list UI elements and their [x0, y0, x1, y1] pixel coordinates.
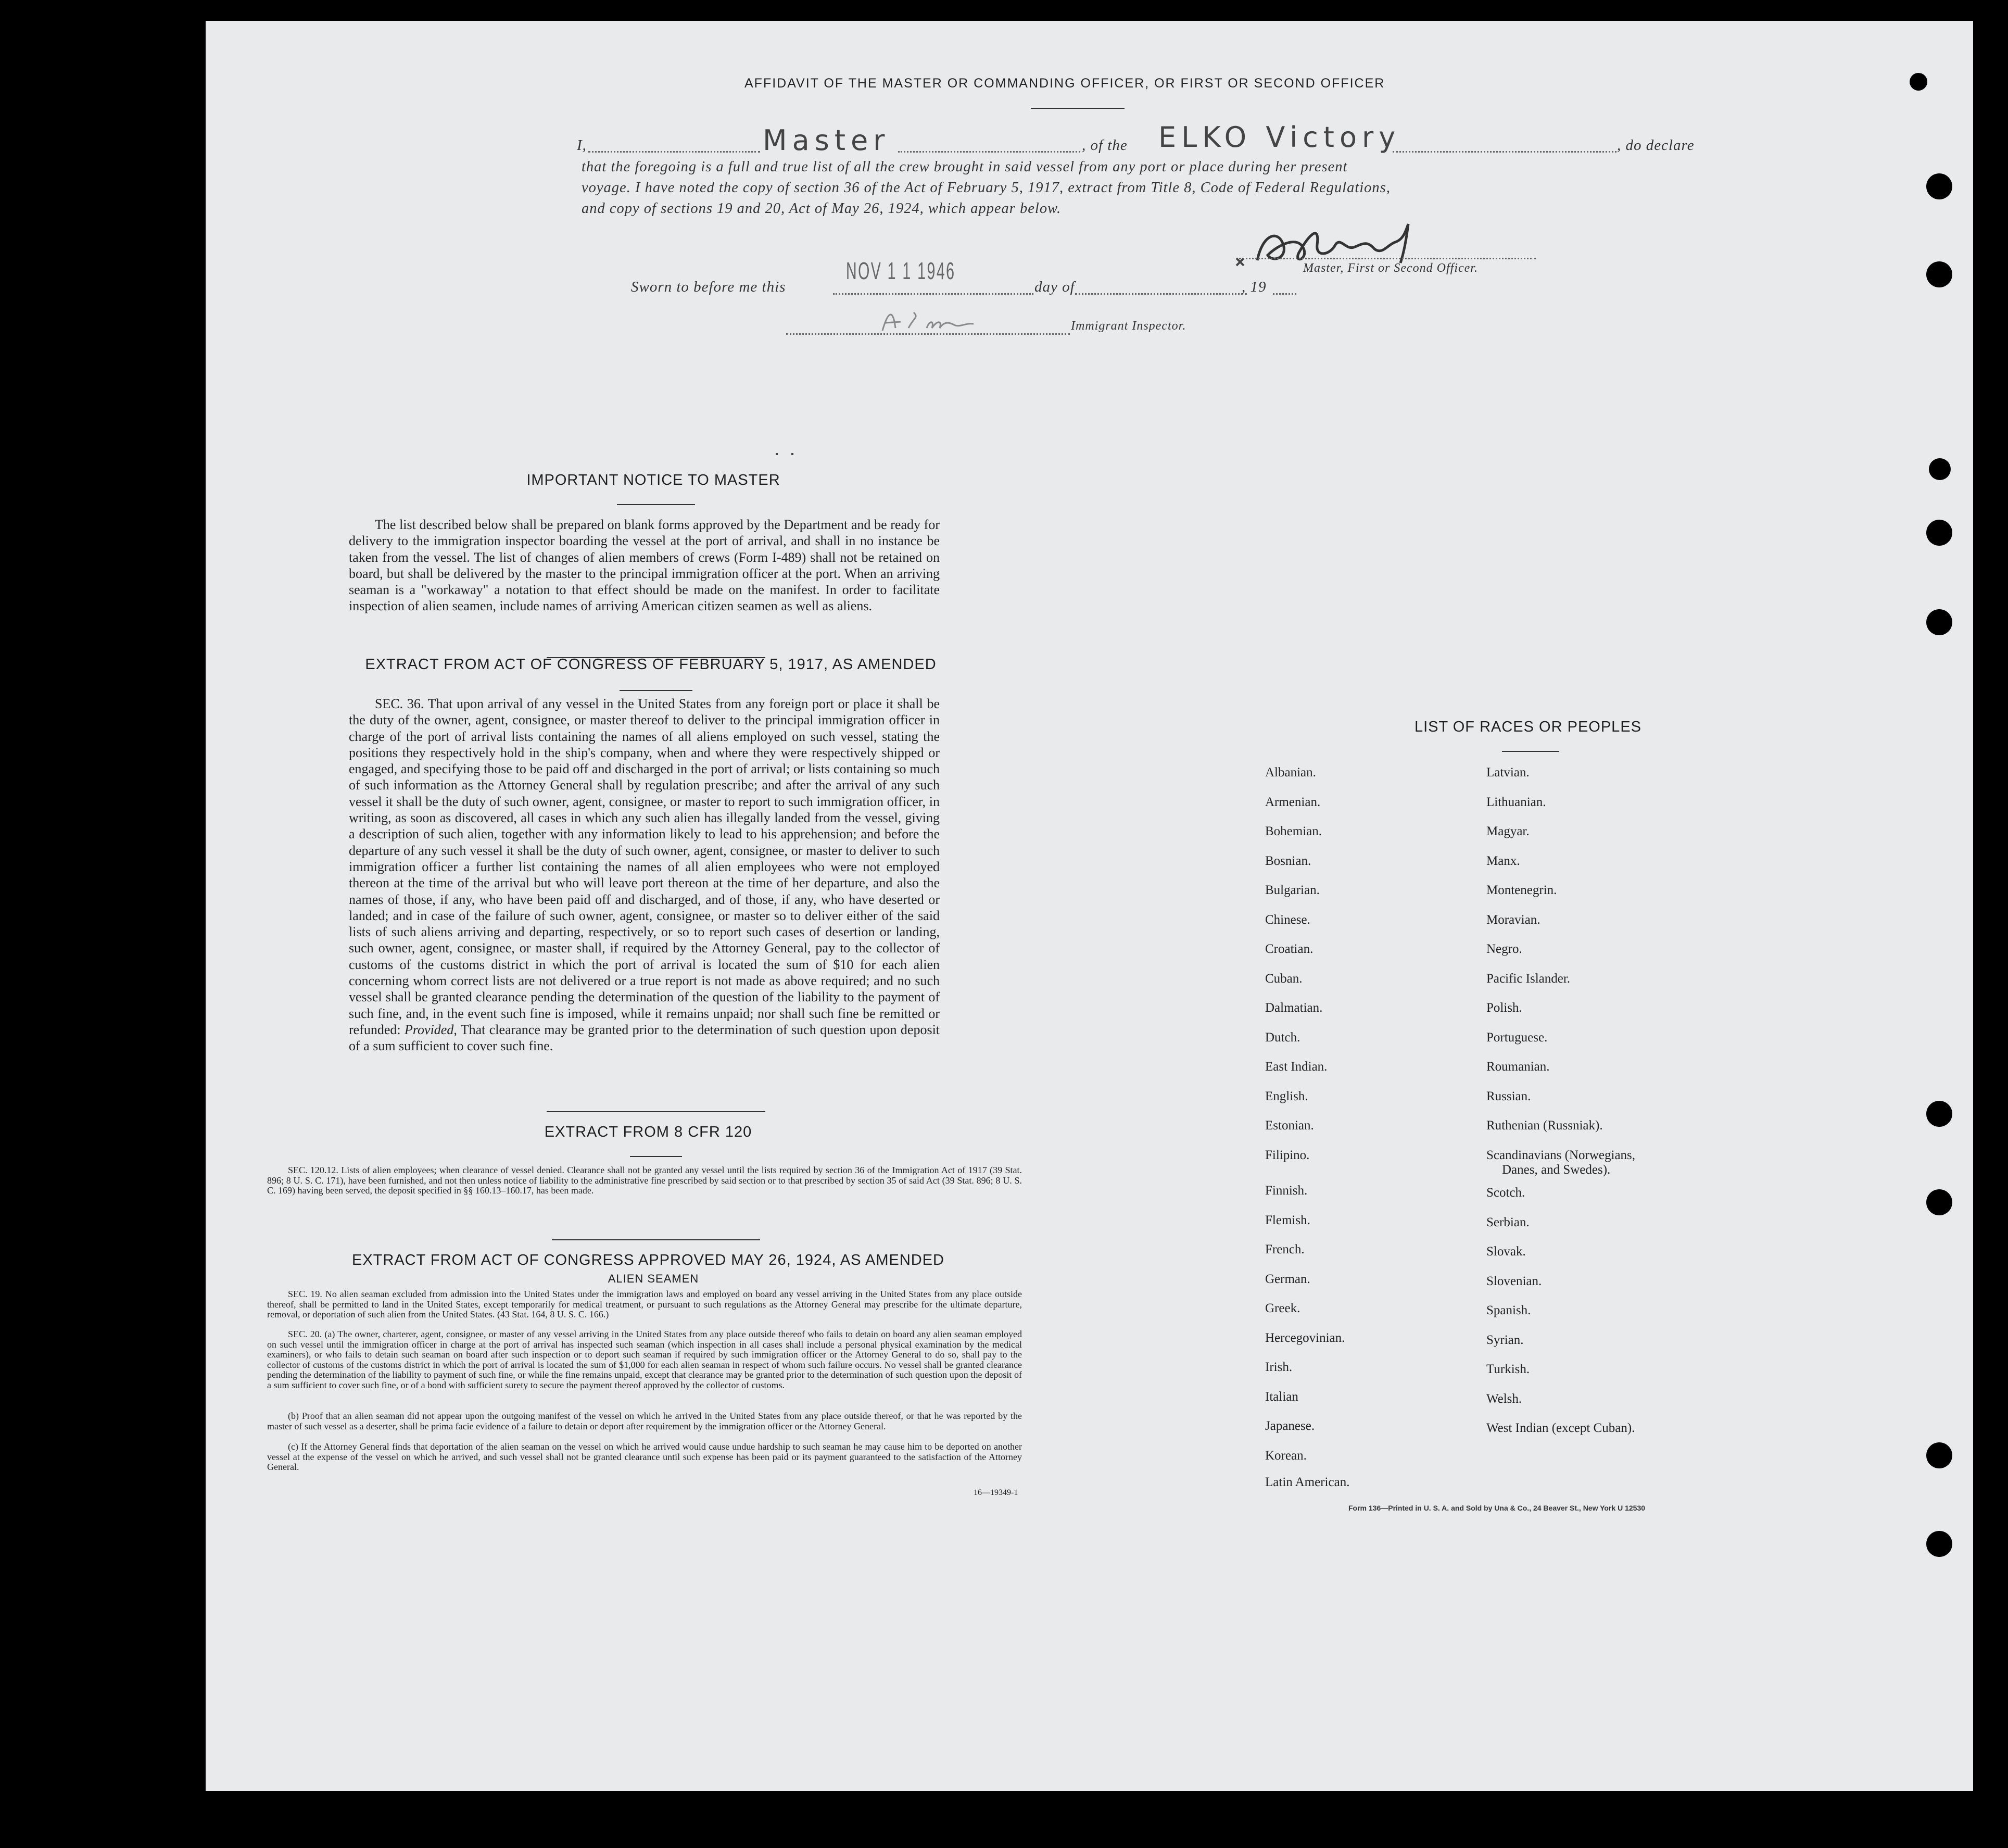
race-item: Turkish. [1486, 1362, 1530, 1376]
sworn-day-blank [833, 293, 1033, 295]
binder-hole [1926, 1442, 1952, 1468]
race-item: East Indian. [1265, 1060, 1328, 1074]
inspector-blank [786, 333, 1070, 335]
binder-hole [1926, 261, 1952, 287]
sec-20c-text: (c) If the Attorney General finds that deportation of the alien seaman on the vessel on which he arrived would cause undue hardship to such seaman he may cause him to be deported on another vessel at the expense of the vessel on which he arrived, and such vessel shall not be granted clearance until such expense has been paid or its payment guaranteed to the satisfaction of the Attorney General. [267, 1441, 1022, 1472]
stray-dot-2 [791, 453, 793, 455]
sec-20b-text: (b) Proof that an alien seaman did not appear upon the outgoing manifest of the vessel on which he arrived in the United States from any place outside thereof, or that he was reported by the master of such vessel as a deserter, shall be prima facie evidence of a failure to detain or deport after requirement by the immigration officer or the Attorney General. [267, 1411, 1022, 1431]
race-item: Magyar. [1486, 824, 1530, 838]
document-page [206, 21, 1973, 1791]
cfr-title: EXTRACT FROM 8 CFR 120 [544, 1124, 752, 1140]
date-stamp: NOV 1 1 1946 [846, 257, 956, 284]
race-item: Scandinavians (Norwegians, [1486, 1148, 1636, 1162]
binder-hole [1926, 1189, 1952, 1215]
race-item: Portuguese. [1486, 1030, 1548, 1045]
sworn-label: Sworn to before me this [631, 279, 786, 295]
race-item: Slovenian. [1486, 1274, 1542, 1288]
race-item: West Indian (except Cuban). [1486, 1421, 1635, 1435]
proviso-body: That clearance may be granted prior to the determination of such question upon deposit of a sum sufficient to cover such fine. [349, 1022, 940, 1054]
officer-blank-2 [898, 151, 1080, 153]
race-item: Slovak. [1486, 1244, 1526, 1259]
sec-19-text: SEC. 19. No alien seaman excluded from admission into the United States under the immigration laws and employed on board any vessel arriving in the United States from any place outside thereof, shall be permitted to land in the United States, except temporarily for medical treatment, or pursuant to such regulations as the Attorney General may prescribe for the ultimate departure, removal, or deportation of such alien from the United States. (43 Stat. 164, 8 U. S. C. 166.) [267, 1289, 1022, 1319]
master-signature [1226, 213, 1455, 286]
race-item: Dalmatian. [1265, 1001, 1323, 1015]
race-item: Flemish. [1265, 1213, 1310, 1227]
race-item: Japanese. [1265, 1419, 1315, 1433]
cfr-rule [630, 1156, 682, 1157]
race-item: Greek. [1265, 1301, 1300, 1315]
race-item-continuation: Danes, and Swedes). [1502, 1162, 1611, 1177]
race-item: Negro. [1486, 942, 1522, 956]
race-item: Korean. [1265, 1448, 1307, 1463]
title-rule [1031, 108, 1125, 109]
race-item: Estonian. [1265, 1118, 1314, 1133]
of-the-label: , of the [1082, 137, 1128, 154]
day-of-label: day of [1034, 279, 1075, 295]
officer-blank [588, 151, 760, 153]
races-title: LIST OF RACES OR PEOPLES [1414, 719, 1642, 735]
race-item: Cuban. [1265, 971, 1303, 986]
race-item: Finnish. [1265, 1184, 1308, 1198]
sec-36-body: That upon arrival of any vessel in the United States from any foreign port or place it shall be the duty of the owner, agent, consignee, or master thereof to deliver to the principal immigration officer in charge of the port of arrival lists containing the names of all aliens employed on such vessel, stating the positions they respectively hold in the ship's company, when and where they were respectively shipped or engaged, and specifying those to be paid off and discharged in the port of arrival; or lists containing so much of such information as the Attorney General shall by regulation prescribe; and after the arrival of any such vessel it shall be the duty of such owner, agent, consignee, or master to report to such immigration officer, in writing, as soon as discovered, all cases in which any such alien has illegally landed from the vessel, giving a description of such alien, together with any information likely to lead to his apprehension; and before the departure of any such vessel it shall be the duty of such owner, agent, consignee, or master to deliver to such immigration officer a further list containing the names of all alien employees who were not employed thereon at the time of the arrival but who will leave port thereon at the time of her departure, and also the names of those, if any, who have been paid off and discharged, and of those, if any, who have deserted or landed; and in case of the failure of such owner, agent, consignee, or master so to deliver either of the said lists of such aliens arriving and departing, respectively, or so to report such cases of desertion or landing, such owner, agent, consignee, or master shall, if required by the Attorney General, pay to the collector of customs of the customs district in which the port of arrival is located the sum of $10 for each alien concerning whom correct lists are not delivered or a true report is not made as above required; and no such vessel shall be granted clearance pending the determination of the question of the liability to the payment of such fine, and, in the event such fine is imposed, while it remains unpaid; nor shall such fine be remitted or refunded: [349, 696, 940, 1037]
race-item: French. [1265, 1242, 1305, 1256]
notice-text [349, 517, 940, 614]
notice-title: IMPORTANT NOTICE TO MASTER [526, 472, 780, 488]
form-code: 16—19349-1 [974, 1488, 1018, 1497]
cfr-end-rule [552, 1239, 760, 1240]
stray-dot [776, 453, 778, 455]
extract-1917-title: EXTRACT FROM ACT OF CONGRESS OF FEBRUARY 5, 1917, AS AMENDED [365, 656, 937, 673]
races-right-column [1486, 765, 1747, 1520]
race-item: Pacific Islander. [1486, 971, 1571, 986]
extract-1924-subtitle: ALIEN SEAMEN [608, 1272, 699, 1285]
binder-hole [1926, 1101, 1952, 1127]
race-item: Bulgarian. [1265, 883, 1320, 897]
extract-1917-rule [620, 690, 692, 691]
race-item: Chinese. [1265, 912, 1310, 927]
extract-1924-title: EXTRACT FROM ACT OF CONGRESS APPROVED MAY 26, 1924, AS AMENDED [352, 1252, 944, 1268]
signature-caption: Master, First or Second Officer. [1303, 261, 1478, 275]
race-item: Italian [1265, 1389, 1298, 1404]
year-blank [1273, 293, 1296, 295]
binder-hole [1926, 609, 1952, 635]
race-item: Hercegovinian. [1265, 1330, 1345, 1345]
race-item: Moravian. [1486, 912, 1540, 927]
proviso-label: Provided, [405, 1022, 457, 1037]
binder-hole [1910, 73, 1927, 91]
notice-body: The list described below shall be prepared on blank forms approved by the Department and be ready for delivery to the immigration inspector boarding the vessel at the port of arrival, and shall in no instance be taken from the vessel. The list of changes of alien members of crews (Form I-489) shall not be retained on board, but shall be delivered by the master to the principal immigration officer at the port. When an arriving seaman is a "workaway" a notation to that effect should be made on the manifest. In order to facilitate inspection of alien seamen, include names of arriving American citizen seamen as well as aliens. [349, 517, 940, 614]
signature-blank [1239, 258, 1536, 259]
vessel-handwritten: ELKO Victory [1158, 121, 1401, 154]
race-item: Armenian. [1265, 795, 1321, 809]
inspector-caption: Immigrant Inspector. [1071, 319, 1186, 333]
race-item: Filipino. [1265, 1148, 1310, 1162]
race-item: Bosnian. [1265, 853, 1311, 868]
notice-rule [617, 504, 695, 505]
affidavit-lead: I, [577, 137, 587, 154]
race-item: Roumanian. [1486, 1060, 1550, 1074]
race-item: Russian. [1486, 1089, 1531, 1103]
affidavit-line-4: and copy of sections 19 and 20, Act of May 26, 1924, which appear below. [582, 200, 1062, 217]
affidavit-line-3: voyage. I have noted the copy of section 36 of the Act of February 5, 1917, extract from Title 8, Code of Federal Regulations, [582, 180, 1391, 196]
affidavit-line-2: that the foregoing is a full and true list of all the crew brought in said vessel from any port or place during her present [582, 159, 1348, 175]
race-item: Montenegrin. [1486, 883, 1557, 897]
race-item: Lithuanian. [1486, 795, 1546, 809]
race-item: Bohemian. [1265, 824, 1322, 838]
race-item: Welsh. [1486, 1391, 1522, 1406]
binder-hole [1929, 458, 1951, 480]
races-footer: Form 136—Printed in U. S. A. and Sold by Una & Co., 24 Beaver St., New York U 12530 [1348, 1504, 1646, 1512]
year-label: , 19 [1242, 279, 1267, 295]
cfr-text: SEC. 120.12. Lists of alien employees; when clearance of vessel denied. Clearance shall not be granted any vessel until the lists required by section 36 of the Immigration Act of 1917 (39 Stat. 896; 8 U. S. C. 171), have been furnished, and not then unless notice of liability to the administrative fine prescribed by said section or to that prescribed by section 35 of said Act (39 Stat. 896; 8 U. S. C. 169) having been served, the deposit specified in §§ 160.13–160.17, has been made. [267, 1165, 1022, 1196]
race-item: Scotch. [1486, 1186, 1525, 1200]
race-item: English. [1265, 1089, 1308, 1103]
race-item: German. [1265, 1272, 1310, 1286]
vessel-blank [1393, 151, 1616, 153]
extract-1917-text [349, 696, 940, 1054]
race-item: Serbian. [1486, 1215, 1530, 1229]
race-item: Irish. [1265, 1360, 1293, 1374]
race-item: Polish. [1486, 1001, 1522, 1015]
binder-hole [1926, 520, 1952, 546]
extract-1917-end-rule [547, 1111, 765, 1112]
sec-36-label: SEC. 36. [375, 696, 424, 711]
binder-hole [1926, 1531, 1952, 1557]
race-item: Albanian. [1265, 765, 1316, 780]
race-item: Syrian. [1486, 1332, 1524, 1347]
sec-20a-text: SEC. 20. (a) The owner, charterer, agent, consignee, or master of any vessel arriving in the United States from any place outside thereof who fails to detain on board any alien seaman employed on such vessel until the immigration officer in charge at the port of arrival has inspected such seaman (which inspection in all cases shall include a personal physical examination by the medical examiners), or who fails to detain such seaman on board after such inspection or to deport such seaman if required by such immigration officer or the Attorney General to do so, shall pay to the collector of customs of the customs district in which the port of arrival is located the sum of $1,000 for each alien seaman in respect of whom such failure occurs. No vessel shall be granted clearance pending the determination of the liability to payment of such fine, or while the fine remains unpaid, except that clearance may be granted prior to the determination of such question upon the deposit of a sum sufficient to cover such fine, or of a bond with sufficient surety to secure the payment thereof approved by the collector of customs. [267, 1329, 1022, 1390]
race-item: Manx. [1486, 853, 1520, 868]
races-rule [1502, 751, 1559, 752]
race-item: Croatian. [1265, 942, 1314, 956]
race-item: Latin American. [1265, 1475, 1350, 1489]
race-item: Spanish. [1486, 1303, 1531, 1317]
affidavit-title: AFFIDAVIT OF THE MASTER OR COMMANDING OFFICER, OR FIRST OR SECOND OFFICER [744, 76, 1385, 91]
binder-hole [1926, 173, 1952, 199]
race-item: Ruthenian (Russniak). [1486, 1118, 1603, 1133]
race-item: Dutch. [1265, 1030, 1300, 1045]
races-left-column [1265, 765, 1473, 1520]
officer-handwritten: Master [763, 124, 890, 157]
do-declare-label: , do declare [1617, 137, 1695, 154]
race-item: Latvian. [1486, 765, 1530, 780]
month-blank [1075, 293, 1247, 295]
